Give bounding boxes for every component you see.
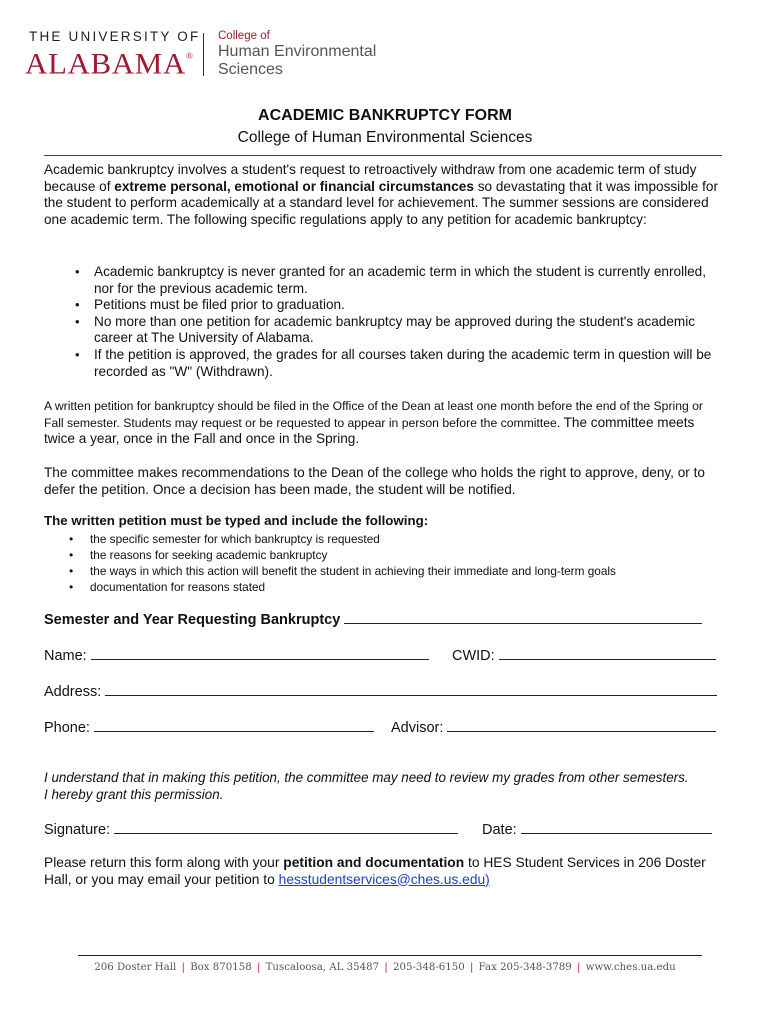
address-field — [44, 683, 717, 700]
date-input-line[interactable] — [521, 821, 712, 834]
intro-text-1: Academic bankruptcy involves a student's request to retroactively withdraw from one academic term of study because of — [44, 162, 697, 194]
permission-statement — [44, 769, 734, 803]
footer-fax: Fax 205-348-3789 — [478, 962, 572, 973]
title-divider — [44, 155, 722, 156]
college-name-line2: Sciences — [218, 61, 283, 78]
committee-paragraph: The committee makes recommendations to the Dean of the college who holds the right to approve, deny, or to defer the petition. Once a decision has been made, the student will be notified. — [44, 465, 705, 497]
university-name: ALABAMA — [25, 47, 186, 81]
registered-mark: ® — [185, 50, 194, 61]
petition-paragraph — [44, 398, 724, 448]
petition-text-large: The committee meets twice a year, once in the Fall and once in the Spring. — [44, 414, 695, 446]
name-label: Name: — [44, 648, 87, 664]
university-line: THE UNIVERSITY OF — [29, 29, 201, 44]
list-item: • If the petition is approved, the grades for all courses taken during the academic term in question will be recorded as "W" (Withdrawn). — [76, 347, 724, 380]
list-item: • the reasons for seeking academic bankruptcy — [70, 547, 710, 563]
list-item: • Petitions must be filed prior to graduation. — [76, 297, 724, 314]
cwid-label: CWID: — [452, 648, 495, 664]
college-of-label: College of — [218, 30, 270, 42]
return-text-1: Please return this form along with your — [44, 855, 284, 870]
semester-field — [44, 611, 702, 628]
footer-box: Box 870158 — [190, 962, 252, 973]
intro-text-2: so devastating that it was impossible for the student to perform academically at a standard level for achievement. The summer sessions are considered one academic term. The following specific regulations apply to any petition for academic bankruptcy: — [44, 178, 718, 227]
semester-label: Semester and Year Requesting Bankruptcy — [44, 612, 341, 628]
intro-paragraph — [44, 162, 724, 228]
footer-separator: | — [469, 962, 474, 973]
phone-field — [44, 719, 374, 736]
date-label: Date: — [482, 822, 517, 838]
logo-divider — [203, 33, 204, 76]
regulations-list — [76, 264, 724, 380]
page-subtitle: College of Human Environmental Sciences — [237, 129, 533, 146]
advisor-label: Advisor: — [391, 720, 444, 736]
footer-separator: | — [256, 962, 261, 973]
cwid-field — [452, 647, 716, 664]
list-item: • the ways in which this action will benefit the student in achieving their immediate and long-term goals — [70, 563, 710, 579]
intro-bold-text: extreme personal, emotional or financial circumstances — [114, 178, 474, 194]
list-item: • Academic bankruptcy is never granted for an academic term in which the student is currently enrolled, nor for the previous academic term. — [76, 264, 724, 297]
address-input-line[interactable] — [105, 683, 717, 696]
footer-separator: | — [384, 962, 388, 973]
list-item: • No more than one petition for academic bankruptcy may be approved during the student's academic career at The University of Alabama. — [76, 314, 724, 347]
date-field — [482, 821, 712, 838]
page-title: ACADEMIC BANKRUPTCY FORM — [258, 107, 512, 124]
footer-address: 206 Doster Hall — [94, 962, 177, 973]
signature-input-line[interactable] — [114, 821, 458, 834]
phone-label: Phone: — [44, 720, 90, 736]
footer-website[interactable]: www.ches.ua.edu — [585, 962, 676, 973]
footer-contact — [0, 962, 770, 973]
permission-line2: I hereby grant this permission. — [44, 787, 224, 802]
semester-input-line[interactable] — [344, 611, 702, 624]
permission-line1: I understand that in making this petition, the committee may need to review my grades from other semesters. — [44, 770, 689, 785]
return-instructions — [44, 855, 724, 888]
footer-separator: | — [577, 962, 581, 973]
signature-label: Signature: — [44, 822, 111, 838]
list-item: • documentation for reasons stated — [70, 579, 710, 595]
petition-text-small: A written petition for bankruptcy should be filed in the Office of the Dean at least one month before the end of the Spring or Fall semester. Students may request or be requested to appear in person before the committee. — [44, 399, 703, 430]
university-logo — [25, 47, 193, 81]
requirements-heading: The written petition must be typed and include the following: — [44, 513, 429, 528]
list-item: • the specific semester for which bankruptcy is requested — [70, 531, 710, 547]
name-input-line[interactable] — [91, 647, 429, 660]
advisor-field — [391, 719, 716, 736]
footer-phone: 205-348-6150 — [393, 962, 465, 973]
college-name-line1: Human Environmental — [218, 43, 377, 60]
footer-city: Tuscaloosa, AL 35487 — [265, 962, 380, 973]
footer-separator: | — [181, 962, 185, 973]
email-link[interactable]: hesstudentservices@ches.us.edu) — [278, 871, 490, 887]
address-label: Address: — [44, 684, 102, 700]
advisor-input-line[interactable] — [447, 719, 716, 732]
return-text-2: to HES Student Services in 206 Doster Hall, or you may email your petition to — [44, 855, 706, 887]
requirements-list — [70, 531, 710, 595]
return-bold-text: petition and documentation — [283, 855, 465, 870]
footer-divider — [78, 955, 702, 956]
cwid-input-line[interactable] — [499, 647, 716, 660]
phone-input-line[interactable] — [94, 719, 374, 732]
name-field — [44, 647, 429, 664]
signature-field — [44, 821, 458, 838]
